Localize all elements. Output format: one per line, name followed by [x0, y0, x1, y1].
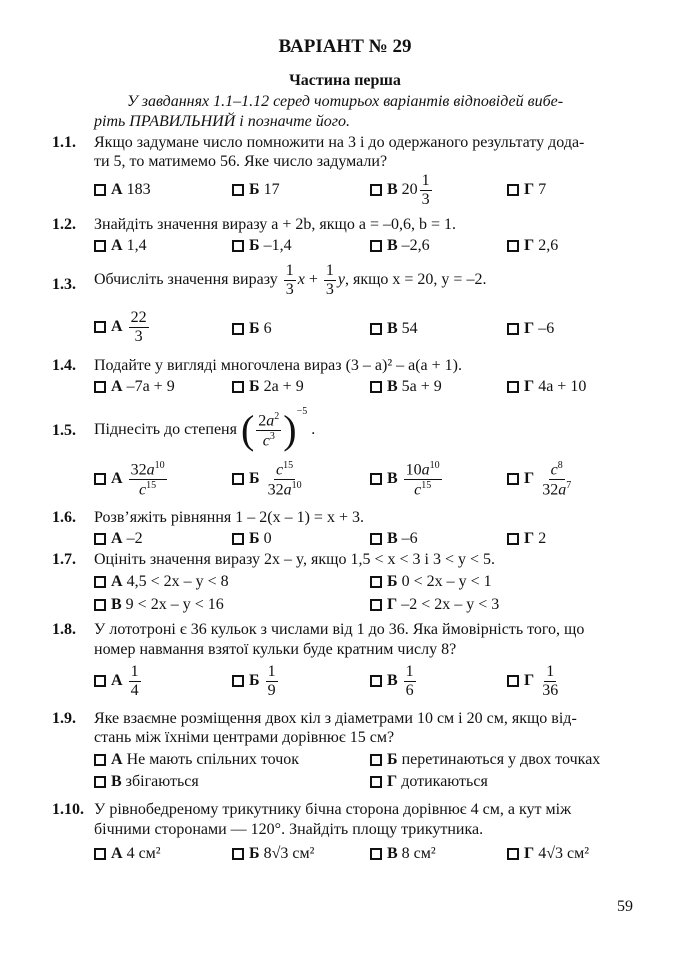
q8-text-line-1: У лототроні є 36 кульок з числами від 1 до 36. Яка ймовірність того, що	[94, 621, 585, 638]
q6-option-b[interactable]: Б 0	[232, 530, 272, 548]
checkbox[interactable]	[232, 473, 244, 485]
q9-option-v[interactable]: В збігаються	[94, 773, 199, 791]
page-title: ВАРІАНТ № 29	[278, 36, 412, 57]
q6-option-a[interactable]: А –2	[94, 530, 143, 548]
q6-option-v[interactable]: В –6	[370, 530, 418, 548]
checkbox[interactable]	[507, 533, 519, 545]
q8-option-b[interactable]: Б $\frac{1}{9}$	[232, 663, 280, 699]
q9-text-line-1: Яке взаємне розміщення двох кіл з діаметрами 10 см і 20 см, якщо від-	[94, 710, 577, 727]
checkbox[interactable]	[232, 848, 244, 860]
q9-option-g[interactable]: Г дотикаються	[370, 773, 488, 791]
checkbox[interactable]	[370, 675, 382, 687]
checkbox[interactable]	[370, 599, 382, 611]
q3-option-v[interactable]: В 54	[370, 320, 418, 338]
q5-number: 1.5.	[52, 422, 76, 439]
checkbox[interactable]	[94, 675, 106, 687]
q8-number: 1.8.	[52, 621, 76, 638]
checkbox[interactable]	[94, 533, 106, 545]
checkbox[interactable]	[507, 323, 519, 335]
q7-option-v[interactable]: В 9 < 2x – y < 16	[94, 596, 224, 614]
q10-option-b[interactable]: Б 8√3 см²	[232, 845, 314, 863]
q8-option-v[interactable]: В $\frac{1}{6}$	[370, 663, 418, 699]
checkbox[interactable]	[94, 848, 106, 860]
q1-text-line-2: ти 5, то матимемо 56. Яке число задумали?	[94, 153, 388, 170]
q4-option-v[interactable]: В 5a + 9	[370, 378, 442, 396]
q1-option-b[interactable]: Б 17	[232, 181, 280, 199]
q1-option-v[interactable]: В 20 $\frac{1}{3}$	[370, 172, 434, 208]
checkbox[interactable]	[370, 240, 382, 252]
q8-text-line-2: номер навмання взятої кульки буде кратним числу 8?	[94, 641, 457, 658]
checkbox[interactable]	[94, 754, 106, 766]
checkbox[interactable]	[94, 321, 106, 333]
checkbox[interactable]	[370, 323, 382, 335]
q5-option-g[interactable]: Г $\frac{c^8}{32a^7}$	[507, 460, 575, 499]
q4-option-g[interactable]: Г 4a + 10	[507, 378, 586, 396]
q1-option-a[interactable]: А 183	[94, 181, 151, 199]
q2-option-b[interactable]: Б –1,4	[232, 237, 292, 255]
checkbox[interactable]	[507, 675, 519, 687]
q3-text: Обчисліть значення виразу $\frac{1}{3}$ x + $\frac{1}{3}$ y , якщо x = 20, y = –2.	[94, 262, 487, 298]
q7-option-g[interactable]: Г –2 < 2x – y < 3	[370, 596, 499, 614]
q4-number: 1.4.	[52, 357, 76, 374]
checkbox[interactable]	[370, 473, 382, 485]
q6-number: 1.6.	[52, 509, 76, 526]
q3-option-b[interactable]: Б 6	[232, 320, 272, 338]
q5-option-b[interactable]: Б $\frac{c^{15}}{32a^{10}}$	[232, 460, 306, 499]
q8-option-g[interactable]: Г $\frac{1}{36}$	[507, 663, 562, 699]
checkbox[interactable]	[370, 848, 382, 860]
instruction-line-2: ріть ПРАВИЛЬНИЙ і позначте його.	[94, 113, 350, 130]
checkbox[interactable]	[370, 576, 382, 588]
checkbox[interactable]	[232, 323, 244, 335]
q2-option-a[interactable]: А 1,4	[94, 237, 147, 255]
q10-text-line-2: бічними сторонами — 120°. Знайдіть площу трикутника.	[94, 821, 484, 838]
q9-text-line-2: стань між їхніми центрами дорівнює 15 см?	[94, 729, 395, 746]
q1-text-line-1: Якщо задумане число помножити на 3 і до одержаного результату дода-	[94, 134, 585, 151]
q10-number: 1.10.	[52, 801, 84, 818]
q10-option-g[interactable]: Г 4√3 см²	[507, 845, 589, 863]
checkbox[interactable]	[94, 381, 106, 393]
checkbox[interactable]	[507, 848, 519, 860]
checkbox[interactable]	[507, 184, 519, 196]
q10-text-line-1: У рівнобедреному трикутнику бічна сторона дорівнює 4 см, а кут між	[94, 801, 572, 818]
q2-option-g[interactable]: Г 2,6	[507, 237, 558, 255]
q5-text: Піднесіть до степеня ( $\frac{2a^2}{c^3}$ ) $^{-5}$ .	[94, 406, 316, 452]
q4-option-b[interactable]: Б 2a + 9	[232, 378, 304, 396]
instruction-line-1: У завданнях 1.1–1.12 серед чотирьох варіантів відповідей вибе-	[127, 93, 564, 110]
checkbox[interactable]	[507, 240, 519, 252]
q4-option-a[interactable]: А –7a + 9	[94, 378, 175, 396]
q9-number: 1.9.	[52, 710, 76, 727]
checkbox[interactable]	[507, 381, 519, 393]
checkbox[interactable]	[94, 576, 106, 588]
q4-text: Подайте у вигляді многочлена вираз (3 – a)² – a(a + 1).	[94, 357, 462, 374]
checkbox[interactable]	[94, 184, 106, 196]
q6-text: Розв’яжіть рівняння 1 – 2(x – 1) = x + 3.	[94, 509, 364, 526]
q10-option-v[interactable]: В 8 см²	[370, 845, 436, 863]
q5-option-a[interactable]: А $\frac{32a^{10}}{c^{15}}$	[94, 460, 169, 499]
checkbox[interactable]	[370, 754, 382, 766]
q2-text: Знайдіть значення виразу a + 2b, якщо a = –0,6, b = 1.	[94, 216, 457, 233]
checkbox[interactable]	[232, 533, 244, 545]
q7-number: 1.7.	[52, 551, 76, 568]
q1-number: 1.1.	[52, 134, 76, 151]
q10-option-a[interactable]: А 4 см²	[94, 845, 161, 863]
q3-option-g[interactable]: Г –6	[507, 320, 554, 338]
checkbox[interactable]	[507, 473, 519, 485]
q9-option-b[interactable]: Б перетинаються у двох точках	[370, 751, 600, 769]
checkbox[interactable]	[370, 533, 382, 545]
q8-option-a[interactable]: А $\frac{1}{4}$	[94, 663, 143, 699]
section-title: Частина перша	[289, 72, 401, 89]
checkbox[interactable]	[94, 240, 106, 252]
page-number: 59	[617, 898, 633, 915]
q7-option-b[interactable]: Б 0 < 2x – y < 1	[370, 573, 492, 591]
checkbox[interactable]	[94, 473, 106, 485]
q7-option-a[interactable]: А 4,5 < 2x – y < 8	[94, 573, 229, 591]
checkbox[interactable]	[232, 240, 244, 252]
checkbox[interactable]	[232, 381, 244, 393]
q6-option-g[interactable]: Г 2	[507, 530, 546, 548]
q3-number: 1.3.	[52, 276, 76, 293]
checkbox[interactable]	[232, 675, 244, 687]
q9-option-a[interactable]: А Не мають спільних точок	[94, 751, 299, 769]
checkbox[interactable]	[370, 381, 382, 393]
checkbox[interactable]	[370, 776, 382, 788]
checkbox[interactable]	[94, 599, 106, 611]
checkbox[interactable]	[370, 184, 382, 196]
q5-option-v[interactable]: В $\frac{10a^{10}}{c^{15}}$	[370, 460, 444, 499]
q7-text: Оцініть значення виразу 2x – y, якщо 1,5 < x < 3 і 3 < y < 5.	[94, 551, 495, 568]
q3-option-a[interactable]: А $\frac{22}{3}$	[94, 309, 151, 345]
q1-option-g[interactable]: Г 7	[507, 181, 546, 199]
q2-number: 1.2.	[52, 216, 76, 233]
checkbox[interactable]	[94, 776, 106, 788]
q2-option-v[interactable]: В –2,6	[370, 237, 430, 255]
checkbox[interactable]	[232, 184, 244, 196]
